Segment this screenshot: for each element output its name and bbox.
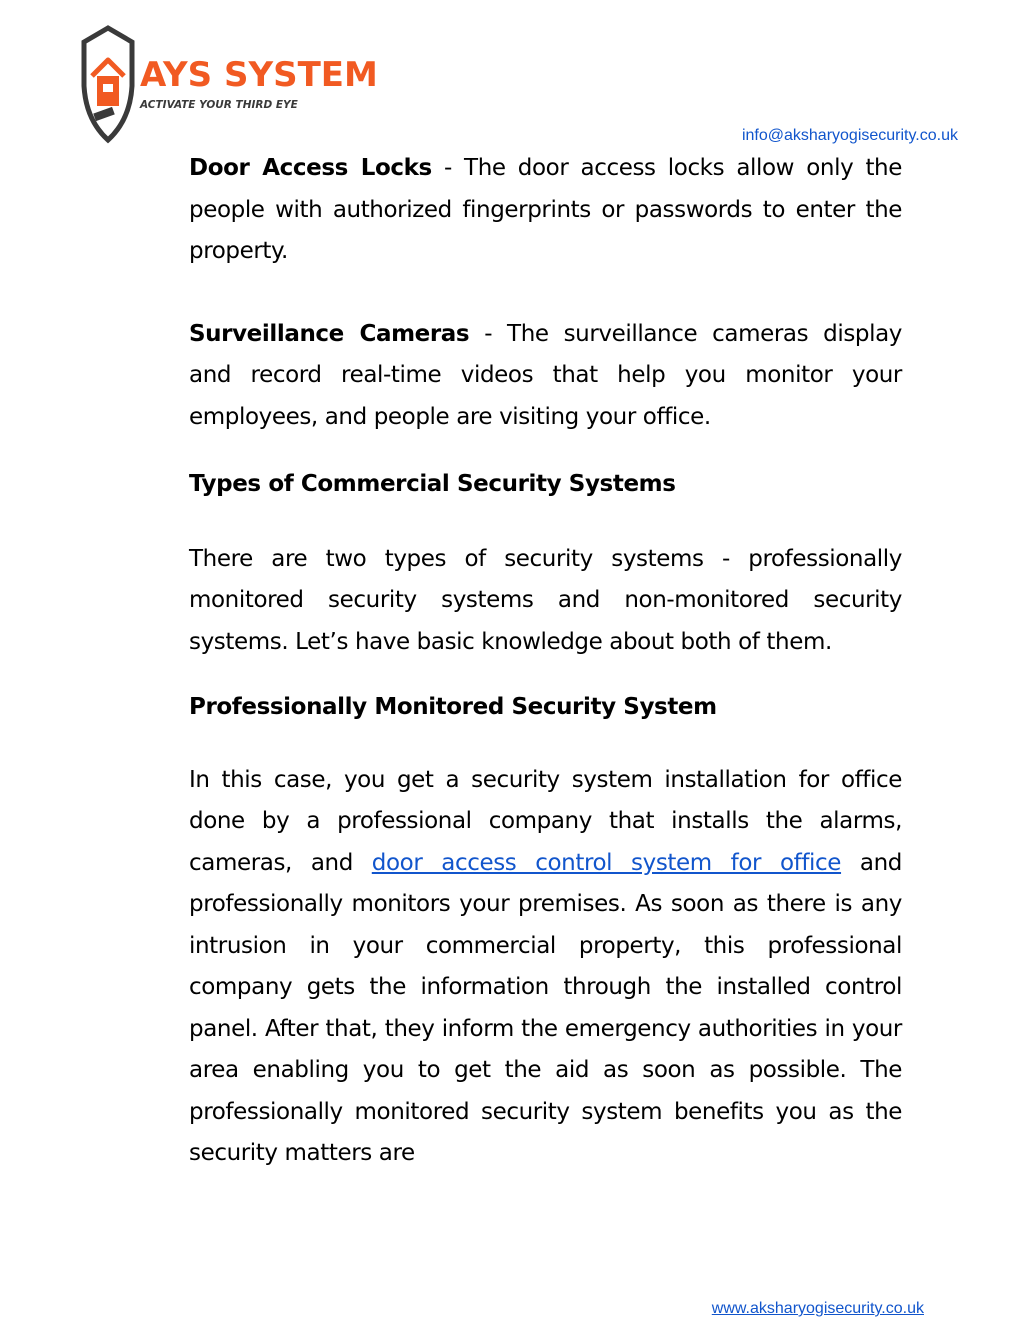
types-heading: Types of Commercial Security Systems	[189, 471, 676, 497]
cameras-paragraph	[189, 314, 902, 439]
company-logo	[78, 24, 378, 144]
logo-tagline: ACTIVATE YOUR THIRD EYE	[140, 99, 298, 111]
logo-brand: AYS SYSTEM	[140, 55, 378, 95]
pro-paragraph	[189, 760, 902, 1175]
door-locks-term: Door Access Locks	[189, 155, 432, 181]
pro-text-after: and professionally monitors your premises. As soon as there is any intrusion in your commercial property, this professional company gets the information through the installed control panel. After that, they inform the emergency authorities in your area enabling you to get the aid as soon as possible. The professionally monitored security system benefits you as the security matters are	[189, 849, 902, 1166]
pro-text-before: In this case, you get a security system installation for office done by a professional company that installs the alarms, cameras, and	[189, 766, 902, 876]
document-body	[189, 148, 902, 1175]
door-access-control-link[interactable]: door access control system for office	[371, 849, 842, 876]
types-paragraph: There are two types of security systems - professionally monitored security systems and non-monitored security systems. Let’s have basic knowledge about both of them.	[189, 545, 902, 655]
footer-url[interactable]: www.aksharyogisecurity.co.uk	[711, 1300, 924, 1317]
pro-heading: Professionally Monitored Security System	[189, 694, 717, 720]
door-locks-text: - The door access locks allow only the people with authorized fingerprints or passwords to enter the property.	[189, 155, 902, 264]
door-locks-paragraph	[189, 148, 902, 273]
cameras-term: Surveillance Cameras	[189, 320, 470, 347]
header-email[interactable]: info@aksharyogisecurity.co.uk	[741, 127, 958, 144]
cameras-text: - The surveillance cameras display and record real-time videos that help you monitor your employees, and people are visiting your office.	[189, 320, 902, 430]
shield-house-icon	[78, 24, 378, 144]
